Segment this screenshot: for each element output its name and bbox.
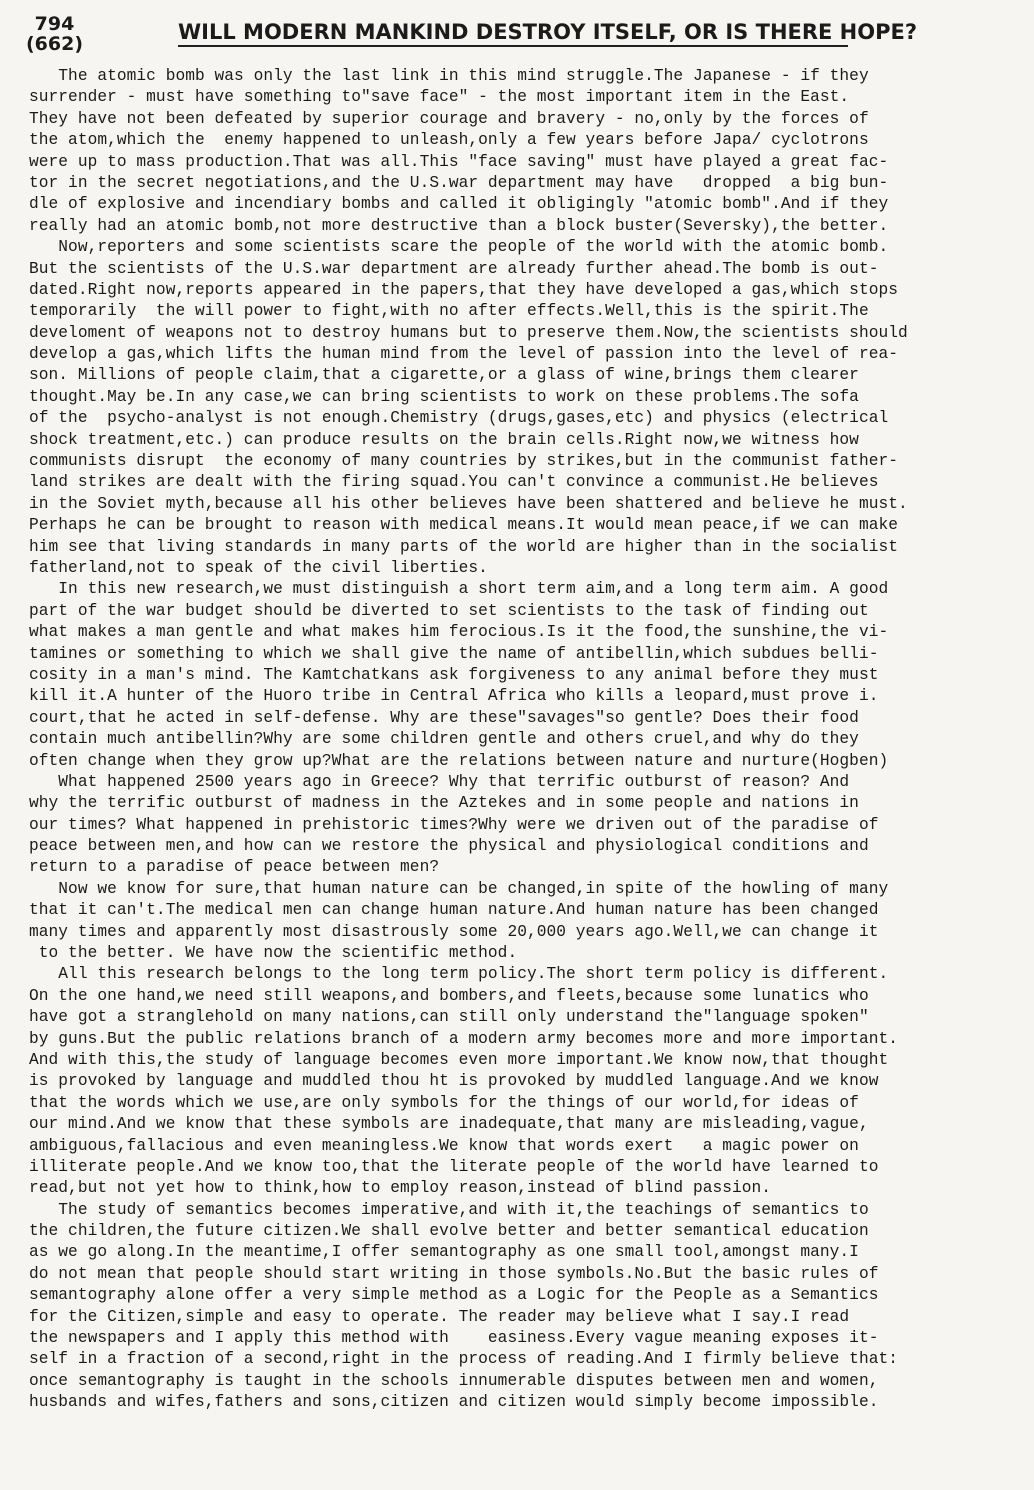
text-line: develoment of weapons not to destroy humans but to preserve them.Now,the scientists should: [29, 323, 908, 342]
text-line: dated.Right now,reports appeared in the papers,that they have developed a gas,which stops: [29, 280, 899, 299]
text-line: ambiguous,fallacious and even meaningless.We know that words exert a magic power on: [29, 1136, 859, 1155]
text-line: him see that living standards in many parts of the world are higher than in the socialist: [29, 537, 899, 556]
text-line: return to a paradise of peace between men?: [29, 858, 440, 877]
text-line: kill it.A hunter of the Huoro tribe in Central Africa who kills a leopard,must prove i.: [29, 687, 879, 706]
text-line: communists disrupt the economy of many countries by strikes,but in the communist father-: [29, 452, 899, 471]
text-line: land strikes are dealt with the firing squad.You can't convince a communist.He believes: [29, 473, 879, 492]
text-line: temporarily the will power to fight,with no after effects.Well,this is the spirit.The: [29, 302, 869, 321]
text-line: What happened 2500 years ago in Greece? Why that terrific outburst of reason? And: [29, 772, 850, 791]
text-line: do not mean that people should start writing in those symbols.No.But the basic rules of: [29, 1264, 879, 1283]
text-line: tor in the secret negotiations,and the U.S.war department may have dropped a big bun-: [29, 173, 889, 192]
text-line: The study of semantics becomes imperative,and with it,the teachings of semantics to: [29, 1200, 869, 1219]
text-line: The atomic bomb was only the last link in this mind struggle.The Japanese - if they: [29, 67, 869, 85]
text-line: Perhaps he can be brought to reason with medical means.It would mean peace,if we can make: [29, 516, 899, 535]
text-line: the newspapers and I apply this method with easiness.Every vague meaning exposes it-: [29, 1329, 879, 1348]
text-line: Now we know for sure,that human nature can be changed,in spite of the howling of many: [29, 879, 889, 898]
text-line: All this research belongs to the long term policy.The short term policy is different.: [29, 965, 889, 984]
text-line: They have not been defeated by superior courage and bravery - no,only by the forces of: [29, 109, 869, 128]
page-title: WILL MODERN MANKIND DESTROY ITSELF, OR IS THERE HOPE?: [178, 20, 848, 47]
text-line: our times? What happened in prehistoric times?Why were we driven out of the paradise of: [29, 815, 879, 834]
article-body: [29, 66, 1024, 1414]
text-line: as we go along.In the meantime,I offer semantography as one small tool,amongst many.I: [29, 1243, 859, 1262]
page-number-secondary: (662): [26, 33, 84, 55]
text-line: peace between men,and how can we restore the physical and physiological conditions and: [29, 837, 869, 856]
text-line: why the terrific outburst of madness in the Aztekes and in some people and nations in: [29, 794, 859, 813]
text-line: husbands and wifes,fathers and sons,citizen and citizen would simply become impossible.: [29, 1393, 879, 1412]
text-line: by guns.But the public relations branch of a modern army becomes more and more important.: [29, 1029, 899, 1048]
text-line: to the better. We have now the scientific method.: [29, 944, 518, 963]
text-line: court,that he acted in self-defense. Why are these"savages"so gentle? Does their food: [29, 708, 859, 727]
text-line: often change when they grow up?What are the relations between nature and nurture(Hogben): [29, 751, 889, 770]
text-line: fatherland,not to speak of the civil liberties.: [29, 558, 488, 577]
text-line: son. Millions of people claim,that a cigarette,or a glass of wine,brings them clearer: [29, 366, 859, 385]
text-line: And with this,the study of language becomes even more important.We know now,that thought: [29, 1050, 889, 1069]
text-line: our mind.And we know that these symbols are inadequate,that many are misleading,vague,: [29, 1115, 869, 1134]
text-line: dle of explosive and incendiary bombs and called it obligingly "atomic bomb".And if they: [29, 195, 889, 214]
text-line: On the one hand,we need still weapons,and bombers,and fleets,because some lunatics who: [29, 986, 869, 1005]
text-line: were up to mass production.That was all.This "face saving" must have played a great fac-: [29, 152, 889, 171]
text-line: But the scientists of the U.S.war department are already further ahead.The bomb is out-: [29, 259, 879, 278]
text-line: have got a stranglehold on many nations,can still only understand the"language spoken": [29, 1008, 869, 1027]
text-line: once semantography is taught in the schools innumerable disputes between men and women,: [29, 1371, 879, 1390]
text-line: of the psycho-analyst is not enough.Chemistry (drugs,gases,etc) and physics (electrical: [29, 409, 889, 428]
text-line: In this new research,we must distinguish a short term aim,and a long term aim. A good: [29, 580, 889, 599]
text-line: contain much antibellin?Why are some children gentle and others cruel,and why do they: [29, 730, 859, 749]
page-number-primary: 794: [34, 13, 75, 35]
text-line: shock treatment,etc.) can produce results on the brain cells.Right now,we witness how: [29, 430, 859, 449]
text-line: illiterate people.And we know too,that the literate people of the world have learned to: [29, 1157, 879, 1176]
text-line: part of the war budget should be diverted to set scientists to the task of finding out: [29, 601, 869, 620]
text-line: that it can't.The medical men can change human nature.And human nature has been changed: [29, 901, 879, 920]
text-line: Now,reporters and some scientists scare the people of the world with the atomic bomb.: [29, 238, 889, 257]
text-line: the atom,which the enemy happened to unleash,only a few years before Japa/ cyclotrons: [29, 131, 869, 150]
text-line: tamines or something to which we shall give the name of antibellin,which subdues belli-: [29, 644, 879, 663]
text-line: self in a fraction of a second,right in the process of reading.And I firmly believe that:: [29, 1350, 899, 1369]
text-line: surrender - must have something to"save face" - the most important item in the East.: [29, 88, 850, 107]
text-line: in the Soviet myth,because all his other believes have been shattered and believe he must.: [29, 494, 908, 513]
text-line: cosity in a man's mind. The Kamtchatkans ask forgiveness to any animal before they must: [29, 665, 879, 684]
text-line: thought.May be.In any case,we can bring scientists to work on these problems.The sofa: [29, 387, 859, 406]
text-line: for the Citizen,simple and easy to operate. The reader may believe what I say.I read: [29, 1307, 850, 1326]
text-line: is provoked by language and muddled thou ht is provoked by muddled language.And we know: [29, 1072, 879, 1091]
text-line: the children,the future citizen.We shall evolve better and better semantical education: [29, 1222, 869, 1241]
text-line: really had an atomic bomb,not more destructive than a block buster(Seversky),the better.: [29, 216, 889, 235]
text-line: develop a gas,which lifts the human mind from the level of passion into the level of rea-: [29, 345, 899, 364]
text-line: many times and apparently most disastrously some 20,000 years ago.Well,we can change it: [29, 922, 879, 941]
text-line: semantography alone offer a very simple method as a Logic for the People as a Semantics: [29, 1286, 879, 1305]
page-number: [26, 14, 83, 54]
text-line: read,but not yet how to think,how to employ reason,instead of blind passion.: [29, 1179, 772, 1198]
text-line: that the words which we use,are only symbols for the things of our world,for ideas of: [29, 1093, 859, 1112]
text-line: what makes a man gentle and what makes him ferocious.Is it the food,the sunshine,the vi-: [29, 623, 889, 642]
